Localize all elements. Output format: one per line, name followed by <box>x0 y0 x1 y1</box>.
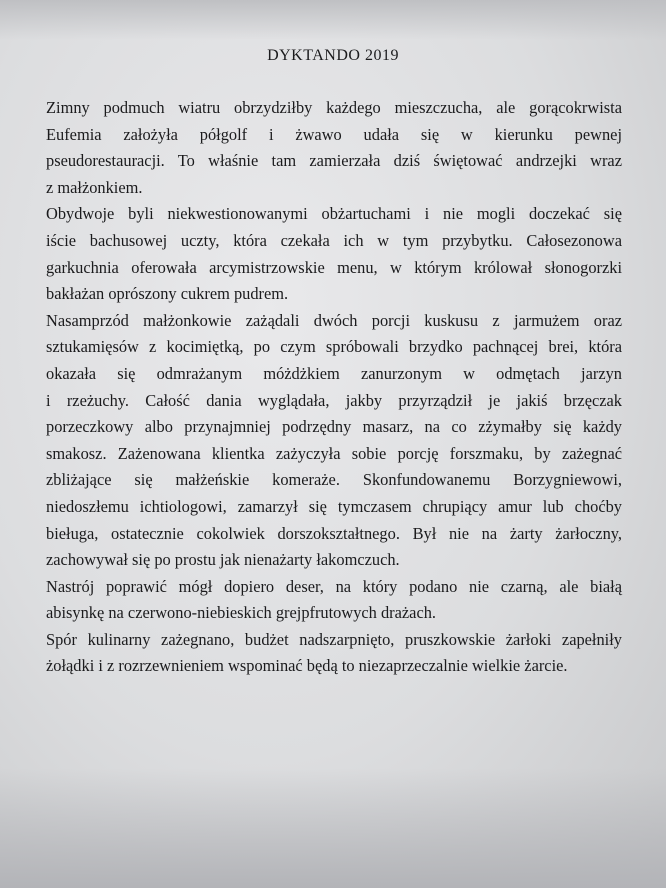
paragraph <box>46 308 622 574</box>
text-line: sztukamięsów z kocimiętką, po czym spróbowali brzydko pachnącej brei, która <box>46 337 622 357</box>
text-line: Spór kulinarny zażegnano, budżet nadszarpnięto, pruszkowskie żarłoki zapełniły <box>46 629 622 649</box>
document-body <box>46 95 622 680</box>
text-line: żołądki i z rozrzewnieniem wspominać będą to niezaprzeczalnie wielkie żarcie. <box>46 656 568 676</box>
text-line: Nasamprzód małżonkowie zażądali dwóch porcji kuskusu z jarmużem oraz <box>46 310 622 330</box>
text-line: bieługa, ostatecznie cokolwiek dorszokształtnego. Był nie na żarty żarłoczny, <box>46 523 622 543</box>
top-shadow <box>0 0 666 40</box>
text-line: Obydwoje byli niekwestionowanymi obżartuchami i nie mogli doczekać się <box>46 204 622 224</box>
paragraph <box>46 95 622 201</box>
text-line: i rzeżuchy. Całość dania wyglądała, jakby przyrządził je jakiś brzęczak <box>46 390 622 410</box>
text-line: Eufemia założyła półgolf i żwawo udała się w kierunku pewnej <box>46 124 622 144</box>
paragraph <box>46 627 622 680</box>
text-line: iście bachusowej uczty, która czekała ich w tym przybytku. Całosezonowa <box>46 230 622 250</box>
text-line: Zimny podmuch wiatru obrzydziłby każdego mieszczucha, ale gorącokrwista <box>46 98 622 117</box>
text-line: garkuchnia oferowała arcymistrzowskie menu, w którym królował słonogorzki <box>46 257 622 277</box>
text-line: abisynkę na czerwono-niebieskich grejpfrutowych drażach. <box>46 603 437 623</box>
bottom-shadow <box>0 768 666 888</box>
text-line: niedoszłemu ichtiologowi, zamarzył się tymczasem chrupiący amur lub choćby <box>46 496 622 516</box>
text-line: bakłażan oprószony cukrem pudrem. <box>46 284 289 304</box>
text-line: okazała się odmrażanym móżdżkiem zanurzonym w odmętach jarzyn <box>46 363 622 383</box>
paragraph <box>46 201 622 307</box>
text-line: zachowywał się po prostu jak nienażarty łakomczuch. <box>46 550 400 570</box>
document-title: DYKTANDO 2019 <box>267 47 399 64</box>
text-line: zbliżające się małżeńskie komeraże. Skonfundowanemu Borzygniewowi, <box>46 470 622 490</box>
text-line: Nastrój poprawić mógł dopiero deser, na który podano nie czarną, ale białą <box>46 576 622 596</box>
paragraph <box>46 574 622 627</box>
text-line: z małżonkiem. <box>46 177 143 197</box>
text-line: smakosz. Zażenowana klientka zażyczyła sobie porcję forszmaku, by zażegnać <box>46 443 622 463</box>
text-line: pseudorestauracji. To właśnie tam zamierzała dziś świętować andrzejki wraz <box>46 151 622 171</box>
text-line: porzeczkowy albo przynajmniej podrzędny masarz, na co zżymałby się każdy <box>46 417 622 437</box>
